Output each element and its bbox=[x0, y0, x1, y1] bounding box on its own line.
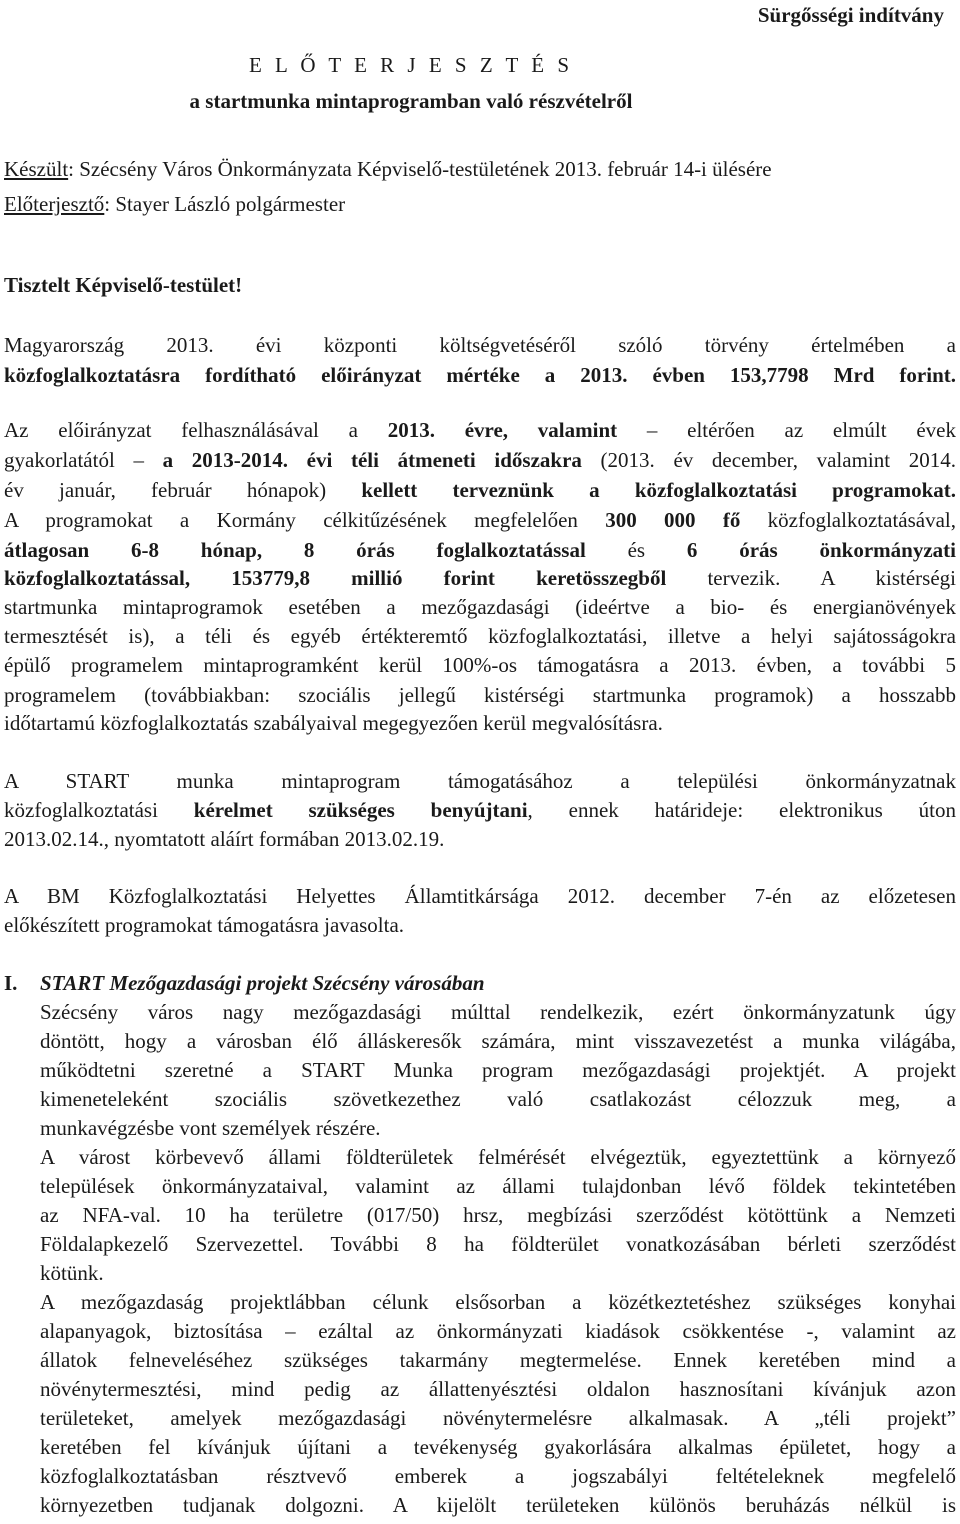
s1-p1-line: működtetni szeretné a START Munka program mezőgazdasági projektjét. A projekt bbox=[40, 1058, 956, 1082]
p4-line-2: előkészített programokat támogatásra javasolta. bbox=[4, 913, 405, 937]
document-title: E L Ő T E R J E S Z T É S bbox=[248, 53, 574, 77]
s1-p3-line: közfoglalkoztatásban résztvevő emberek a jogszabályi feltételeknek megfelelő bbox=[40, 1464, 956, 1488]
s1-p3-line: A mezőgazdaság projektlábban célunk elsősorban a közétkeztetéshez szükséges konyhai bbox=[40, 1290, 956, 1314]
s1-p1-line: döntött, hogy a városban élő álláskeresők számára, mint visszavezetést a munka világába, bbox=[40, 1029, 956, 1053]
prepared-label: Készült bbox=[4, 157, 69, 181]
presenter-text: : Stayer László polgármester bbox=[104, 192, 346, 216]
presenter-line bbox=[4, 189, 956, 219]
p2-line-4: startmunka mintaprogramok esetében a mezőgazdasági (ideértve a bio- és energianövények bbox=[4, 595, 956, 619]
presenter-label: Előterjesztő bbox=[4, 192, 105, 216]
s1-p3-line: alapanyagok, biztosítása – ezáltal az önkormányzati kiadások csökkentése -, valamint az bbox=[40, 1319, 956, 1343]
p2-line-7: programelem (továbbiakban: szociális jellegű kistérségi startmunka programok) a hosszabb bbox=[4, 683, 956, 707]
p2-line-3: közfoglalkoztatással, 153779,8 millió forint keretösszegből tervezik. A kistérségi bbox=[4, 566, 956, 590]
s1-p1-line: Szécsény város nagy mezőgazdasági múlttal rendelkezik, ezért önkormányzatunk úgy bbox=[40, 1000, 956, 1024]
s1-p2-line: az NFA-val. 10 ha területre (017/50) hrsz, megbízási szerződést kötöttünk a Nemzeti bbox=[40, 1203, 956, 1227]
s1-p1-line: kimeneteleként szociális szövetkezethez való csatlakozást célozzuk meg, a bbox=[40, 1087, 956, 1111]
s1-p1-line: munkavégzésbe vont személyek részére. bbox=[40, 1116, 381, 1140]
p2-line-1: A programokat a Kormány célkitűzésének megfelelően 300 000 fő közfoglalkoztatásával, bbox=[4, 508, 956, 532]
s1-p2-line: Földalapkezelő Szervezettel. További 8 ha földterület vonatkozásában bérleti szerződést bbox=[40, 1232, 956, 1256]
s1-p3-line: környezetben tudjanak dolgozni. A kijelölt területeken különös beruházás nélkül is bbox=[40, 1493, 956, 1517]
p3-line-2: közfoglalkoztatási kérelmet szükséges benyújtani, ennek határideje: elektronikus úton bbox=[4, 798, 957, 822]
section-heading bbox=[4, 968, 956, 998]
s1-p3-line: növénytermesztési, mind pedig az állattenyésztési oldalon hasznosítani kívánjuk azon bbox=[40, 1377, 956, 1401]
urgent-label: Sürgősségi indítvány bbox=[757, 3, 944, 27]
p1-line-3: Az előirányzat felhasználásával a 2013. évre, valamint – eltérően az elmúlt évek bbox=[4, 418, 956, 442]
p2-line-6: épülő programelem mintaprogramként kerül 100%-os támogatásra a 2013. évben, a további 5 bbox=[4, 653, 956, 677]
p1-line-2: közfoglalkoztatásra fordítható előirányzat mértéke a 2013. évben 153,7798 Mrd forint. bbox=[4, 363, 956, 387]
p2-line-5: termesztését is), a téli és egyéb értékteremtő közfoglalkoztatási, illetve a helyi sajátosságokra bbox=[4, 624, 956, 648]
section-number: I. bbox=[4, 971, 18, 995]
p3-line-1: A START munka mintaprogram támogatásához a települési önkormányzatnak bbox=[4, 769, 956, 793]
s1-p2-line: települések önkormányzataival, valamint az állami tulajdonban lévő földek tekintetében bbox=[40, 1174, 956, 1198]
prepared-line bbox=[4, 154, 956, 184]
s1-p3-line: területeket, amelyek mezőgazdasági növénytermelésre alkalmasak. A „téli projekt” bbox=[40, 1406, 956, 1430]
greeting: Tisztelt Képviselő-testület! bbox=[4, 273, 243, 297]
document-subtitle: a startmunka mintaprogramban való részvételről bbox=[189, 89, 633, 113]
p3-line-3: 2013.02.14., nyomtatott aláírt formában 2013.02.19. bbox=[4, 827, 445, 851]
p1-line-1: Magyarország 2013. évi központi költségvetéséről szóló törvény értelmében a bbox=[4, 333, 956, 357]
prepared-text: : Szécsény Város Önkormányzata Képviselő-testületének 2013. február 14-i ülésére bbox=[68, 157, 772, 181]
p1-line-4: gyakorlatától – a 2013-2014. évi téli átmeneti időszakra (2013. év december, valamint 2014. bbox=[4, 448, 956, 472]
section-title: START Mezőgazdasági projekt Szécsény városában bbox=[40, 971, 485, 995]
s1-p3-line: keretében fel kívánjuk újítani a tevékenység gyakorlására alkalmas épületet, hogy a bbox=[40, 1435, 956, 1459]
s1-p3-line: állatok felneveléséhez szükséges takarmány megtermelése. Ennek keretében mind a bbox=[40, 1348, 956, 1372]
p1-line-5: év január, február hónapok) kellett terveznünk a közfoglalkoztatási programokat. bbox=[4, 478, 956, 502]
p2-line-8: időtartamú közfoglalkoztatás szabályaival megegyezően kerül megvalósításra. bbox=[4, 711, 663, 735]
s1-p2-line: A várost körbevevő állami földterületek felmérését elvégeztük, egyeztettünk a környező bbox=[40, 1145, 956, 1169]
p2-line-2: átlagosan 6-8 hónap, 8 órás foglalkoztatással és 6 órás önkormányzati bbox=[4, 538, 957, 562]
p4-line-1: A BM Közfoglalkoztatási Helyettes Államtitkársága 2012. december 7-én az előzetesen bbox=[4, 884, 956, 908]
s1-p2-line: kötünk. bbox=[40, 1261, 104, 1285]
